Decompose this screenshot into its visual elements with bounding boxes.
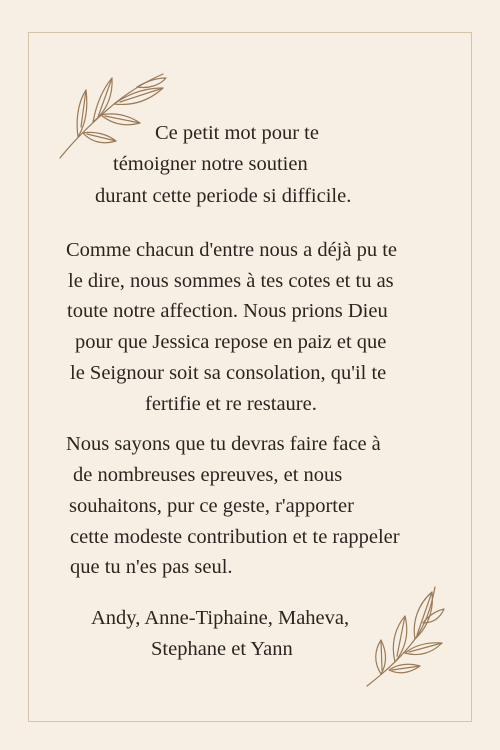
- leaf-branch-icon: [364, 584, 446, 690]
- paragraph1-line-1: Comme chacun d'entre nous a déjà pu te: [66, 239, 398, 261]
- intro-line-3: durant cette periode si difficile.: [95, 185, 352, 207]
- leaf-branch-icon: [52, 66, 170, 162]
- paragraph1-line-6: fertifie et re restaure.: [145, 393, 317, 415]
- paragraph2-line-4: cette modeste contribution et te rappeler: [70, 526, 400, 548]
- intro-line-1: Ce petit mot pour te: [155, 122, 319, 144]
- paragraph2-line-5: que tu n'es pas seul.: [70, 556, 233, 578]
- paragraph1-line-2: le dire, nous sommes à tes cotes et tu as: [68, 270, 394, 292]
- signature-line-1: Andy, Anne-Tiphaine, Maheva,: [91, 607, 350, 629]
- paragraph2-line-3: souhaitons, pur ce geste, r'apporter: [69, 495, 354, 517]
- paragraph2-line-2: de nombreuses epreuves, et nous: [73, 464, 343, 486]
- paragraph1-line-3: toute notre affection. Nous prions Dieu: [67, 300, 388, 322]
- paragraph1-line-5: le Seignour soit sa consolation, qu'il te: [70, 362, 387, 384]
- signature-line-2: Stephane et Yann: [151, 638, 293, 660]
- paragraph2-line-1: Nous sayons que tu devras faire face à: [66, 433, 381, 455]
- intro-line-2: témoigner notre soutien: [113, 153, 308, 175]
- paragraph1-line-4: pour que Jessica repose en paiz et que: [75, 331, 387, 353]
